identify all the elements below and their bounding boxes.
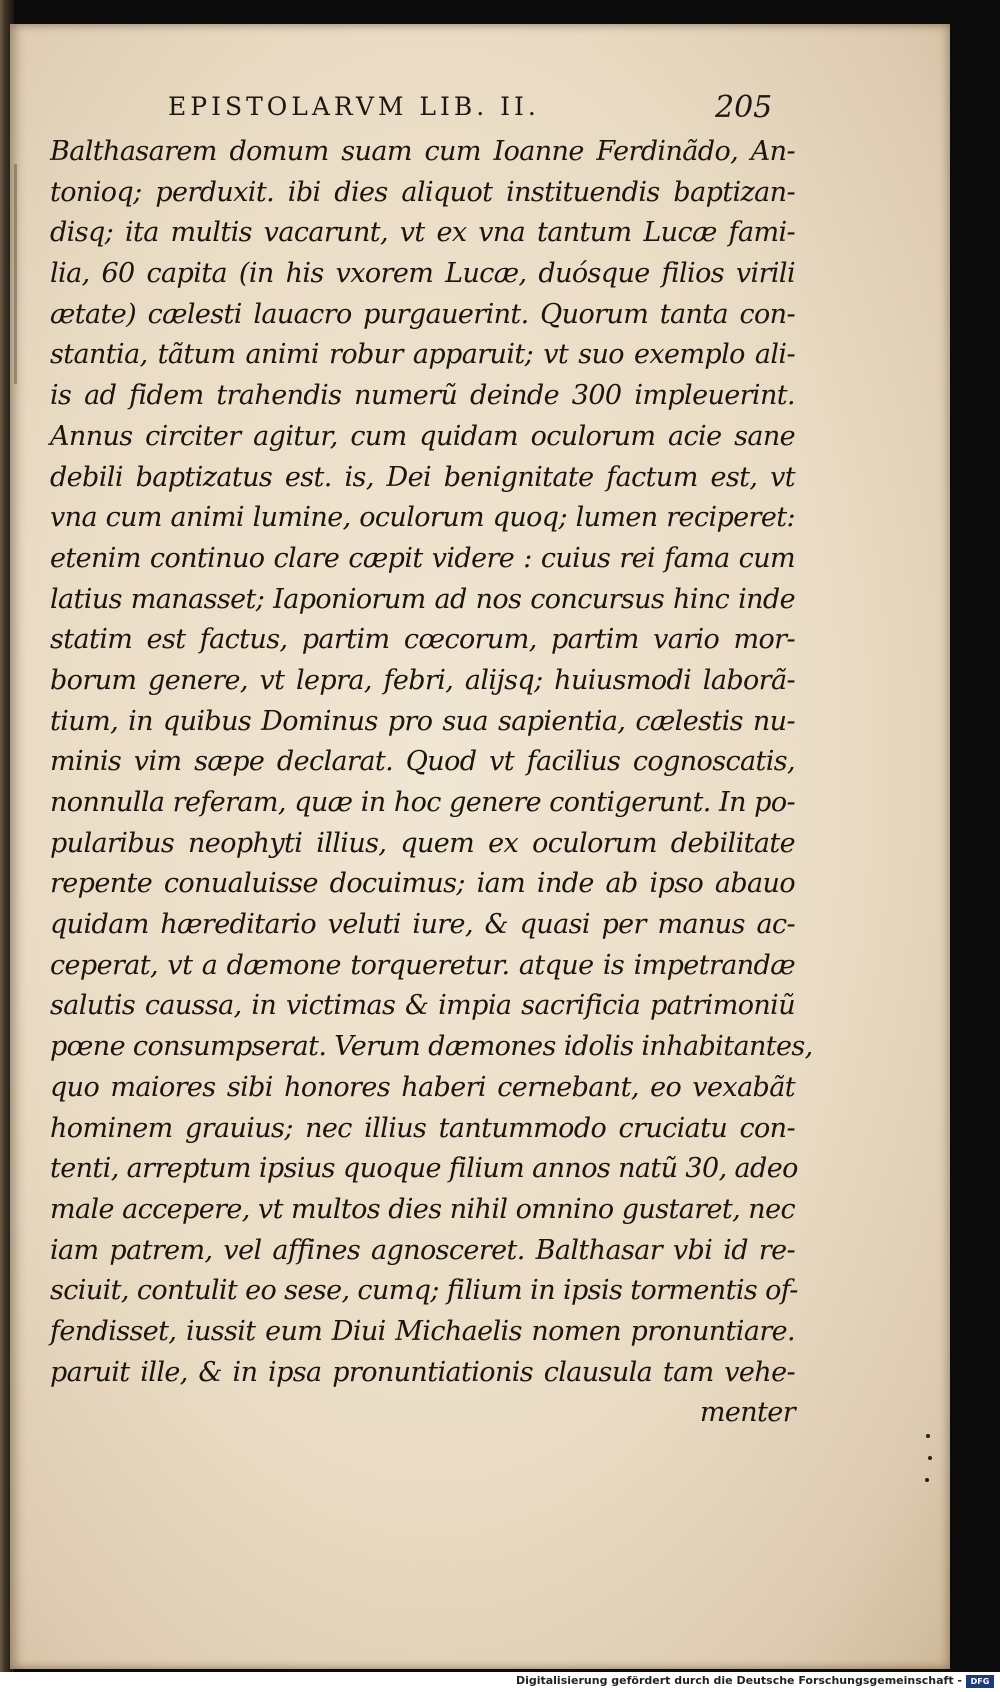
text-line: repente conualuisse docuimus; iam inde ab ipso abauo [50, 868, 795, 900]
text-line: stantia, tãtum animi robur apparuit; vt suo exemplo ali- [50, 339, 795, 371]
footer-credit: Digitalisierung gefördert durch die Deutsche Forschungsgemeinschaft - [515, 1674, 962, 1687]
running-head-title: EPISTOLARVM LIB. II. [168, 92, 540, 121]
speck [926, 1434, 930, 1438]
page-number: 205 [715, 90, 773, 125]
text-line: male accepere, vt multos dies nihil omnino gustaret, nec [50, 1193, 795, 1225]
dfg-logo: DFG [966, 1675, 994, 1688]
margin-specks [922, 1434, 934, 1504]
digitization-footer [0, 1672, 1000, 1692]
text-line: debili baptizatus est. is, Dei benignitate factum est, vt [50, 461, 795, 493]
speck [925, 1478, 929, 1482]
text-line: Balthasarem domum suam cum Ioanne Ferdinãdo, An- [50, 136, 795, 167]
running-head [10, 92, 950, 132]
text-line: pularibus neophyti illius, quem ex oculorum debilitate [50, 827, 795, 859]
text-line: quo maiores sibi honores haberi cernebant, eo vexabãt [50, 1071, 795, 1103]
text-line: latius manasset; Iaponiorum ad nos concursus hinc inde [50, 583, 795, 615]
text-line: tenti, arreptum ipsius quoque filium annos natũ 30, adeo [50, 1153, 798, 1185]
text-line: ceperat, vt a dæmone torqueretur. atque is impetrandæ [50, 949, 795, 981]
text-line: hominem grauius; nec illius tantummodo cruciatu con- [50, 1112, 795, 1144]
catchword: menter [699, 1397, 795, 1429]
text-line: statim est factus, partim cœcorum, partim vario mor- [50, 624, 795, 656]
text-line: pœne consumpserat. Verum dæmones idolis inhabitantes, [50, 1031, 813, 1063]
text-line: paruit ille, & in ipsa pronuntiationis clausula tam vehe- [50, 1356, 795, 1388]
text-line: lia, 60 capita (in his vxorem Lucæ, duósque filios virili [50, 258, 795, 290]
text-line: ætate) cælesti lauacro purgauerint. Quorum tanta con- [50, 298, 795, 330]
text-line: Annus circiter agitur, cum quidam oculorum acie sane [50, 420, 795, 452]
text-line: sciuit, contulit eo sese, cumq; filium in ipsis tormentis of- [50, 1275, 798, 1307]
text-line: fendisset, iussit eum Diui Michaelis nomen pronuntiare. [50, 1315, 795, 1347]
text-line: borum genere, vt lepra, febri, alijsq; huiusmodi laborã- [50, 664, 795, 696]
gutter-shadow [14, 164, 17, 384]
text-line: vna cum animi lumine, oculorum quoq; lumen reciperet: [50, 502, 795, 534]
text-line: tium, in quibus Dominus pro sua sapientia, cælestis nu- [50, 705, 795, 737]
text-line: minis vim sæpe declarat. Quod vt facilius cognoscatis, [50, 746, 795, 778]
text-line: is ad fidem trahendis numerũ deinde 300 impleuerint. [50, 380, 795, 412]
body-text [50, 132, 813, 1434]
text-line: iam patrem, vel affines agnosceret. Balthasar vbi id re- [50, 1234, 795, 1266]
text-line: quidam hæreditario veluti iure, & quasi per manus ac- [50, 909, 795, 941]
speck [928, 1456, 932, 1460]
text-line: etenim continuo clare cæpit videre : cuius rei fama cum [50, 542, 795, 574]
paper-leaf [10, 24, 950, 1669]
text-line: disq; ita multis vacarunt, vt ex vna tantum Lucæ fami- [50, 217, 795, 249]
text-line: nonnulla referam, quæ in hoc genere contigerunt. In po- [50, 787, 795, 818]
text-line: salutis caussa, in victimas & impia sacrificia patrimoniũ [50, 990, 795, 1022]
text-line: tonioq; perduxit. ibi dies aliquot instituendis baptizan- [50, 176, 795, 208]
